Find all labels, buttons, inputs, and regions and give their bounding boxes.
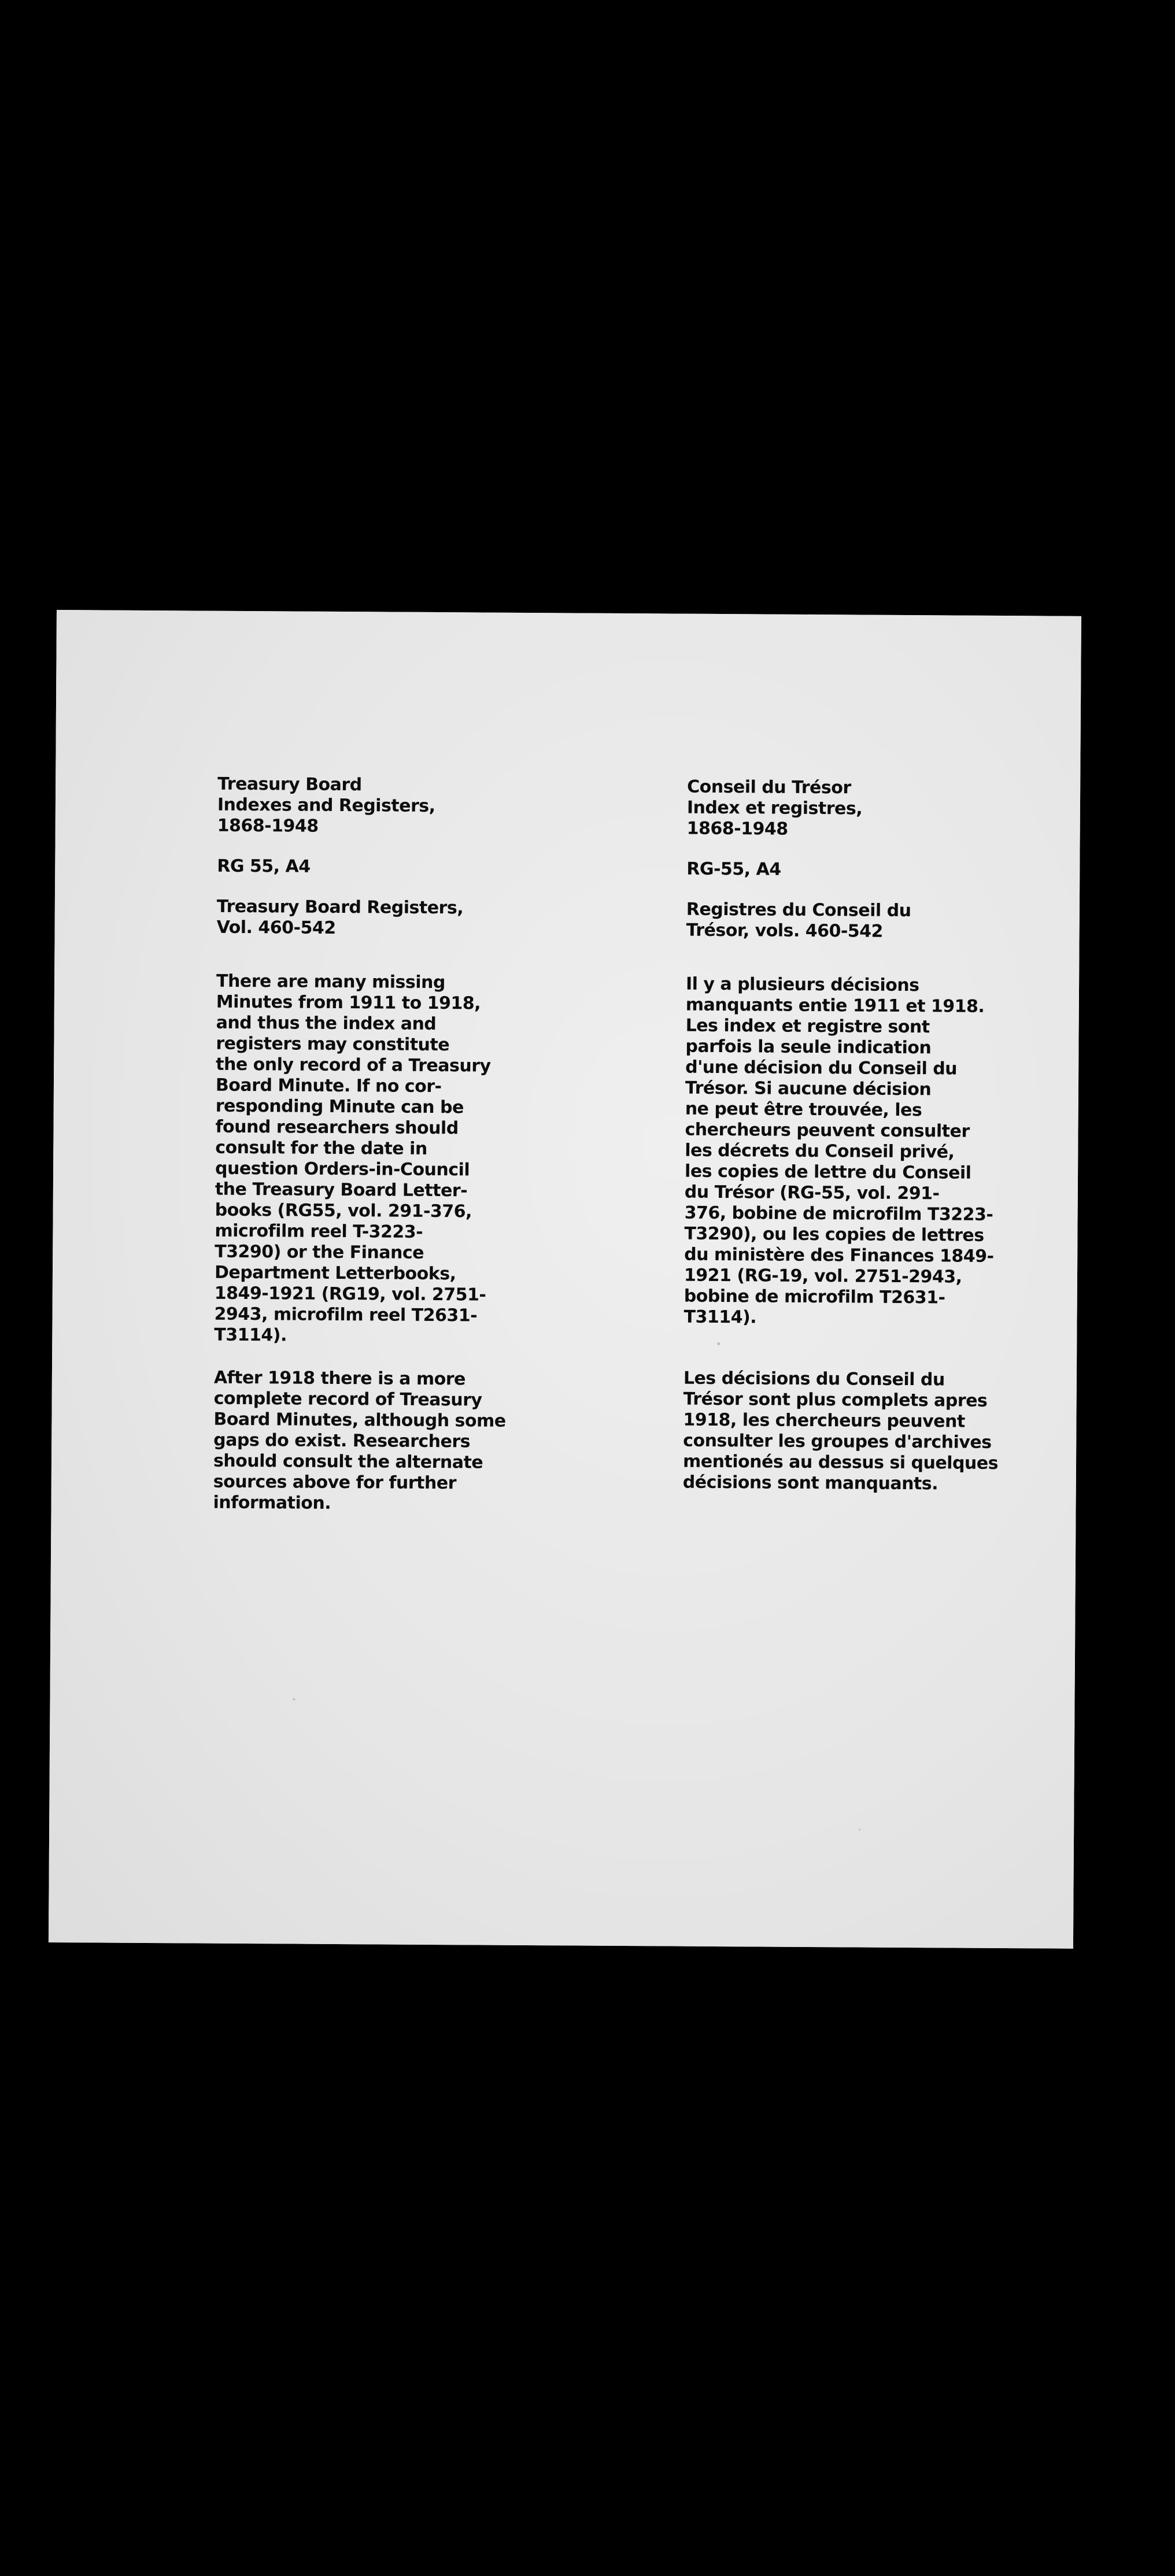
french-column xyxy=(683,777,1011,1495)
paper-speck xyxy=(717,1342,720,1345)
french-paragraph-decisions-manquants: Il y a plusieurs décisions manquants entie 1911 et 1918. Les index et registre sont parfois la seule indication d'une décision du Conseil du Trésor. Si aucune décision ne peut être trouvée, les chercheurs peuvent consulter les décrets du Conseil privé, les copies de lettre du Conseil du Trésor (RG-55, vol. 291- 376, bobine de microfilm T3223- T3290), ou les copies de lettres du ministère des Finances 1849- 1921 (RG-19, vol. 2751-2943, bobine de microfilm T2631- T3114). xyxy=(683,974,994,1328)
english-series: Treasury Board Registers, Vol. 460-542 xyxy=(216,896,464,938)
paper-speck xyxy=(859,1829,860,1831)
english-column xyxy=(213,774,518,1515)
french-title: Conseil du Trésor Index et registres, 1868-1948 xyxy=(686,776,863,839)
english-paragraph-after-1918: After 1918 there is a more complete record of Treasury Board Minutes, although some gaps do exist. Researchers should consult the alternate sources above for further information. xyxy=(213,1367,506,1513)
english-paragraph-missing-minutes: There are many missing Minutes from 1911 to 1918, and thus the index and registers may constitute the only record of a Treasury Board Minute. If no cor- responding Minute can be found researchers should consult for the date in question Orders-in-Council the Treasury Board Letter- books (RG55, vol. 291-376, microfilm reel T-3223- T3290) or the Finance Department Letterbooks, 1849-1921 (RG19, vol. 2751- 2943, microfilm reel T2631- T3114). xyxy=(214,971,491,1346)
paper-speck xyxy=(293,1698,295,1701)
french-series: Registres du Conseil du Trésor, vols. 460-542 xyxy=(686,899,911,942)
french-paragraph-apres-1918: Les décisions du Conseil du Trésor sont plus complets apres 1918, les chercheurs peuvent consulter les groupes d'archives mentionés au dessus si quelques décisions sont manquants. xyxy=(682,1368,999,1494)
french-reference: RG-55, A4 xyxy=(686,858,781,880)
document-page xyxy=(49,610,1081,1949)
english-reference: RG 55, A4 xyxy=(217,856,311,877)
english-title: Treasury Board Indexes and Registers, 1868-1948 xyxy=(217,773,435,837)
